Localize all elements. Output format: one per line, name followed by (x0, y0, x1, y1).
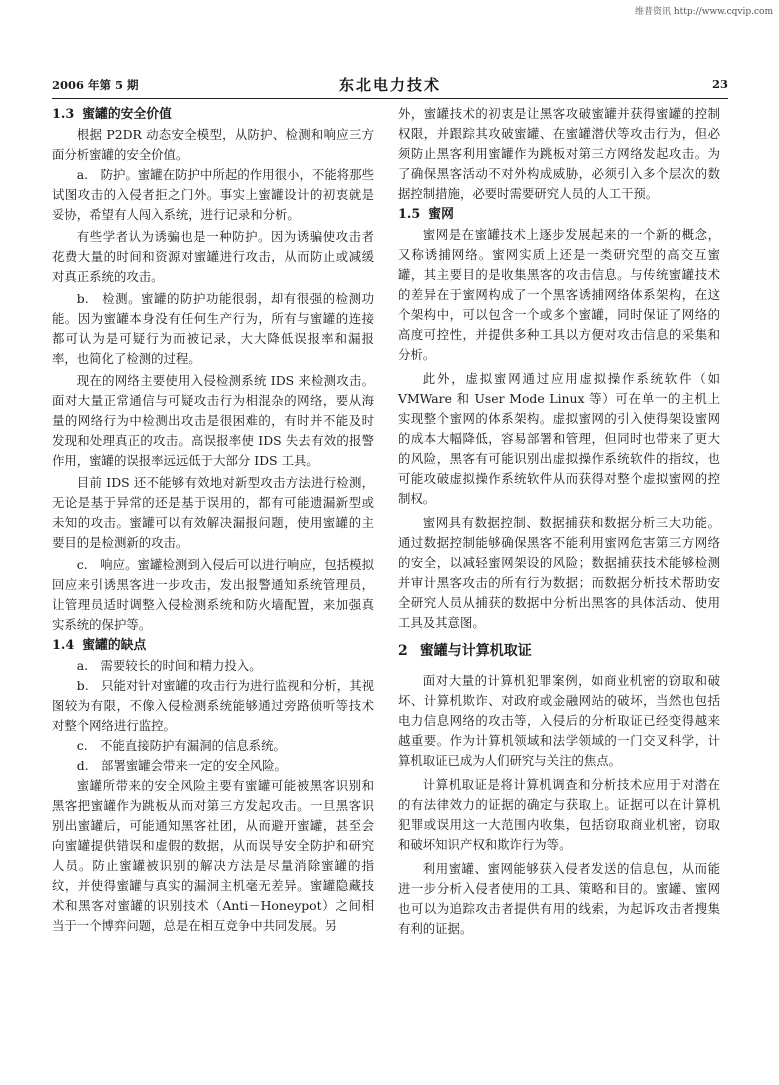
section-title: 蜜罐的缺点 (82, 638, 147, 653)
right-column (398, 104, 720, 939)
paragraph: 目前 IDS 还不能够有效地对新型攻击方法进行检测，无论是基于异常的还是基于误用的，都有可能遗漏新型或未知的攻击。蜜罐可以有效解决漏报问题，使用蜜罐的主要目的是检测新的攻击。 (52, 475, 374, 550)
section-number: 1.4 (52, 638, 75, 653)
section-heading-2 (398, 639, 720, 663)
watermark: 维普资讯 http://www.cqvip.com (634, 7, 773, 17)
paragraph: 此外，虚拟蜜网通过应用虚拟操作系统软件（如 VMWare 和 User Mode Linux 等）可在单一的主机上实现整个蜜网的体系架构。虚拟蜜网的引入使得架设蜜网的成本大幅降低，容易部署和管理，但同时也带来了更大的风险，黑客有可能识别出虚拟操作系统软件的指纹，也可能攻破虚拟操作系统软件从而获得对整个虚拟蜜网的控制权。 (398, 371, 720, 506)
section-heading-1-5 (398, 204, 720, 225)
list-item: b. 只能对针对蜜罐的攻击行为进行监视和分析，其视图较为有限，不像入侵检测系统能够通过旁路侦听等技术对整个网络进行监控。 (52, 678, 374, 733)
list-item: d. 部署蜜罐会带来一定的安全风险。 (76, 758, 287, 773)
paragraph: 有些学者认为诱骗也是一种防护。因为诱骗使攻击者花费大量的时间和资源对蜜罐进行攻击，从而防止或减缓对真正系统的攻击。 (52, 229, 374, 284)
paragraph: 蜜罐所带来的安全风险主要有蜜罐可能被黑客识别和黑客把蜜罐作为跳板从而对第三方发起攻击。一旦黑客识别出蜜罐后，可能通知黑客社团，从而避开蜜罐，甚至会向蜜罐提供错误和虚假的数据，从而误导安全防护和研究人员。防止蜜罐被识别的解决方法是尽量消除蜜罐的指纹，并使得蜜罐与真实的漏洞主机毫无差异。蜜罐隐藏技术和黑客对蜜罐的识别技术（Anti－Honeypot）之间相当于一个博弈问题，总是在相互竞争中共同发展。另 (52, 778, 374, 933)
section-number: 1.5 (398, 207, 421, 222)
section-title: 蜜罐的安全价值 (82, 107, 172, 122)
paragraph: b. 检测。蜜罐的防护功能很弱，却有很强的检测功能。因为蜜罐本身没有任何生产行为，所有与蜜罐的连接都可认为是可疑行为而被记录，大大降低误报率和漏报率，也简化了检测的过程。 (52, 291, 374, 366)
issue-label: 2006 年第 5 期 (52, 78, 139, 92)
section-number: 1.3 (52, 107, 75, 122)
paragraph: 现在的网络主要使用入侵检测系统 IDS 来检测攻击。面对大量正常通信与可疑攻击行为相混杂的网络，要从海量的网络行为中检测出攻击是很困难的，有时并不能及时发现和处理真正的攻击。高误报率使 IDS 失去有效的报警作用，蜜罐的误报率远远低于大部分 IDS 工具。 (52, 373, 374, 468)
list-item: c. 不能直接防护有漏洞的信息系统。 (76, 738, 286, 753)
section-title: 蜜网 (428, 207, 454, 222)
journal-title: 东北电力技术 (338, 76, 441, 94)
header-rule (52, 98, 728, 99)
paragraph: 蜜网具有数据控制、数据捕获和数据分析三大功能。通过数据控制能够确保黑客不能利用蜜网危害第三方网络的安全，以减轻蜜网架设的风险；数据捕获技术能够检测并审计黑客攻击的所有行为数据；而数据分析技术帮助安全研究人员从捕获的数据中分析出黑客的具体活动、使用工具及其意图。 (398, 515, 720, 630)
left-column (52, 104, 374, 936)
section-number: 2 (398, 643, 408, 659)
section-heading-1-3 (52, 104, 374, 125)
running-header (52, 74, 728, 96)
paragraph: 面对大量的计算机犯罪案例，如商业机密的窃取和破坏、计算机欺诈、对政府或金融网站的破坏，当然也包括电力信息网络的攻击等，入侵后的分析取证已经变得越来越重要。作为计算机领域和法学领域的一门交叉科学，计算机取证已成为人们研究与关注的焦点。 (398, 673, 720, 768)
paragraph: a. 防护。蜜罐在防护中所起的作用很小，不能将那些试图攻击的入侵者拒之门外。事实上蜜罐设计的初衷就是妥协，希望有人闯入系统，进行记录和分析。 (52, 167, 374, 222)
page-number: 23 (711, 77, 728, 91)
list-item: a. 需要较长的时间和精力投入。 (76, 658, 262, 673)
paragraph: 利用蜜罐、蜜网能够获入侵者发送的信息包，从而能进一步分析入侵者使用的工具、策略和目的。蜜罐、蜜网也可以为追踪攻击者提供有用的线索，为起诉攻击者搜集有利的证据。 (398, 861, 720, 936)
section-title: 蜜罐与计算机取证 (419, 643, 532, 659)
paragraph: 外，蜜罐技术的初衷是让黑客攻破蜜罐并获得蜜罐的控制权限，并跟踪其攻破蜜罐、在蜜罐潜伏等攻击行为，但必须防止黑客利用蜜罐作为跳板对第三方网络发起攻击。为了确保黑客活动不对外构成威胁，必须引入多个层次的数据控制措施，必要时需要研究人员的人工干预。 (398, 106, 720, 201)
paragraph: 根据 P2DR 动态安全模型，从防护、检测和响应三方面分析蜜罐的安全价值。 (52, 127, 374, 162)
section-heading-1-4 (52, 635, 374, 656)
paragraph: 蜜网是在蜜罐技术上逐步发展起来的一个新的概念，又称诱捕网络。蜜网实质上还是一类研究型的高交互蜜罐，其主要目的是收集黑客的攻击信息。与传统蜜罐技术的差异在于蜜网构成了一个黑客诱捕网络体系架构，在这个架构中，可以包含一个或多个蜜罐，同时保证了网络的高度可控性，并提供多种工具以方便对攻击信息的采集和分析。 (398, 227, 720, 362)
paragraph: 计算机取证是将计算机调查和分析技术应用于对潜在的有法律效力的证据的确定与获取上。证据可以在计算机犯罪或误用这一大范围内收集，包括窃取商业机密，窃取和破坏知识产权和欺诈行为等。 (398, 777, 720, 852)
paragraph: c. 响应。蜜罐检测到入侵后可以进行响应，包括模拟回应来引诱黑客进一步攻击，发出报警通知系统管理员，让管理员适时调整入侵检测系统和防火墙配置，来加强真实系统的保护等。 (52, 557, 374, 632)
